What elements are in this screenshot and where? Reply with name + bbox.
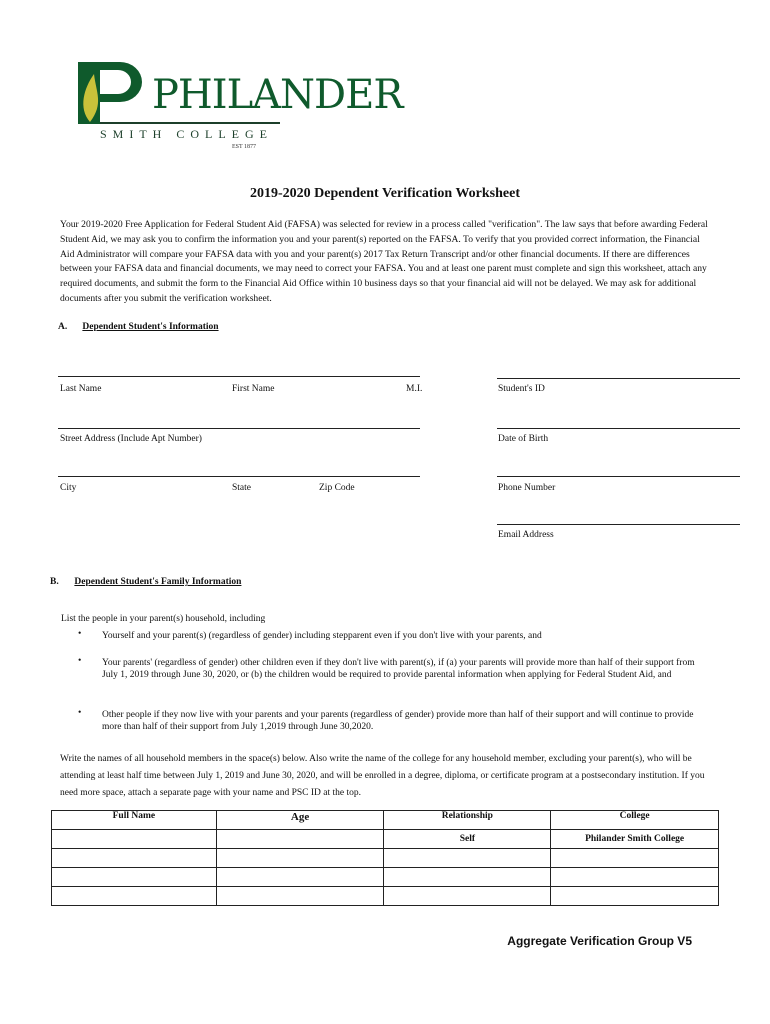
email-line[interactable] [497, 524, 740, 525]
dob-label: Date of Birth [498, 434, 549, 444]
college-header: College [551, 811, 719, 830]
logo-established: EST 1877 [232, 144, 257, 150]
document-title: 2019-2020 Dependent Verification Worksheet [249, 186, 520, 201]
table-header-row [52, 811, 719, 830]
student-id-label: Student's ID [498, 384, 545, 394]
city-line[interactable] [58, 476, 420, 477]
footer-group-label: Aggregate Verification Group V5 [507, 934, 692, 948]
student-id-line[interactable] [497, 378, 740, 379]
relationship-cell[interactable] [384, 868, 551, 887]
street-line[interactable] [58, 428, 420, 429]
college-cell[interactable] [551, 868, 719, 887]
phone-label: Phone Number [498, 483, 556, 493]
zip-label: Zip Code [319, 483, 355, 493]
household-instructions: Write the names of all household members in the space(s) below. Also write the name of the college for any household member, excluding your parent(s), who will be attending at least half time between July 1, 2019 and June 30, 2020, and will be enrolled in a degree, diploma, or certificate program at a postsecondary institution. If you need more space, attach a separate page with your name and PSC ID at the top. [60, 754, 705, 798]
full-name-cell[interactable] [52, 849, 217, 868]
logo-divider [100, 122, 280, 124]
relationship-cell[interactable] [384, 849, 551, 868]
bullet-icon: • [78, 708, 82, 718]
table-row [52, 887, 719, 906]
intro-paragraph: Your 2019-2020 Free Application for Federal Student Aid (FAFSA) was selected for review in a process called "verification". The law says that before awarding Federal Student Aid, we may ask you to confirm the information you and your parent(s) reported on the FAFSA. To verify that you provided correct information, the Financial Aid Administrator will compare your FAFSA data with you and your parent(s) 2017 Tax Return Transcript and/or other financial documents. If there are differences between your FAFSA data and financial documents, we may need to correct your FAFSA. You and at least one parent must complete and sign this worksheet, attach any required documents, and submit the form to the Financial Aid Office within 10 business days so that your financial aid will not be delayed. We may ask for additional documents after you submit the verification worksheet. [60, 219, 708, 304]
relationship-header: Relationship [384, 811, 551, 830]
logo-subtitle: SMITH COLLEGE [100, 127, 273, 141]
college-cell[interactable] [551, 849, 719, 868]
full-name-cell[interactable] [52, 830, 217, 849]
bullet-item: Yourself and your parent(s) (regardless of gender) including stepparent even if you don't live with your parents, and [102, 631, 542, 641]
college-cell[interactable] [551, 887, 719, 906]
last-name-label: Last Name [60, 384, 102, 394]
section-a-title: Dependent Student's Information [82, 322, 219, 332]
section-a-heading [58, 322, 219, 332]
bullet-item: Your parents' (regardless of gender) other children even if they don't live with parent(s), if (a) your parents will provide more than half of their support from July 1, 2019 through June 30, 2020, or (b) the children would be required to provide parental information when applying for Federal Student Aid, and [102, 658, 695, 680]
full-name-header: Full Name [52, 811, 217, 830]
street-label: Street Address (Include Apt Number) [60, 434, 202, 444]
relationship-cell[interactable]: Self [384, 830, 551, 849]
phone-line[interactable] [497, 476, 740, 477]
logo-word: PHILANDER [152, 72, 403, 118]
city-label: City [60, 483, 77, 493]
household-intro: List the people in your parent(s) household, including [61, 614, 266, 624]
section-b-title: Dependent Student's Family Information [74, 577, 242, 587]
age-cell[interactable] [216, 887, 384, 906]
age-cell[interactable] [216, 849, 384, 868]
email-label: Email Address [498, 530, 554, 540]
state-label: State [232, 483, 251, 493]
table-row [52, 830, 719, 849]
name-line[interactable] [58, 376, 420, 377]
section-a-number: A. [58, 322, 68, 332]
table-row [52, 868, 719, 887]
bullet-icon: • [78, 629, 82, 639]
age-header: Age [216, 811, 384, 830]
dob-line[interactable] [497, 428, 740, 429]
bullet-icon: • [78, 656, 82, 666]
full-name-cell[interactable] [52, 887, 217, 906]
full-name-cell[interactable] [52, 868, 217, 887]
section-b-heading [50, 577, 241, 587]
mi-label: M.I. [406, 384, 423, 394]
first-name-label: First Name [232, 384, 275, 394]
age-cell[interactable] [216, 830, 384, 849]
bullet-item: Other people if they now live with your parents and your parents (regardless of gender) provide more than half of their support and will continue to provide more than half of their support from July 1,2019 through June 30,2020. [102, 710, 694, 732]
household-table [51, 810, 719, 906]
age-cell[interactable] [216, 868, 384, 887]
table-row [52, 849, 719, 868]
section-b-number: B. [50, 577, 59, 587]
relationship-cell[interactable] [384, 887, 551, 906]
college-cell[interactable]: Philander Smith College [551, 830, 719, 849]
